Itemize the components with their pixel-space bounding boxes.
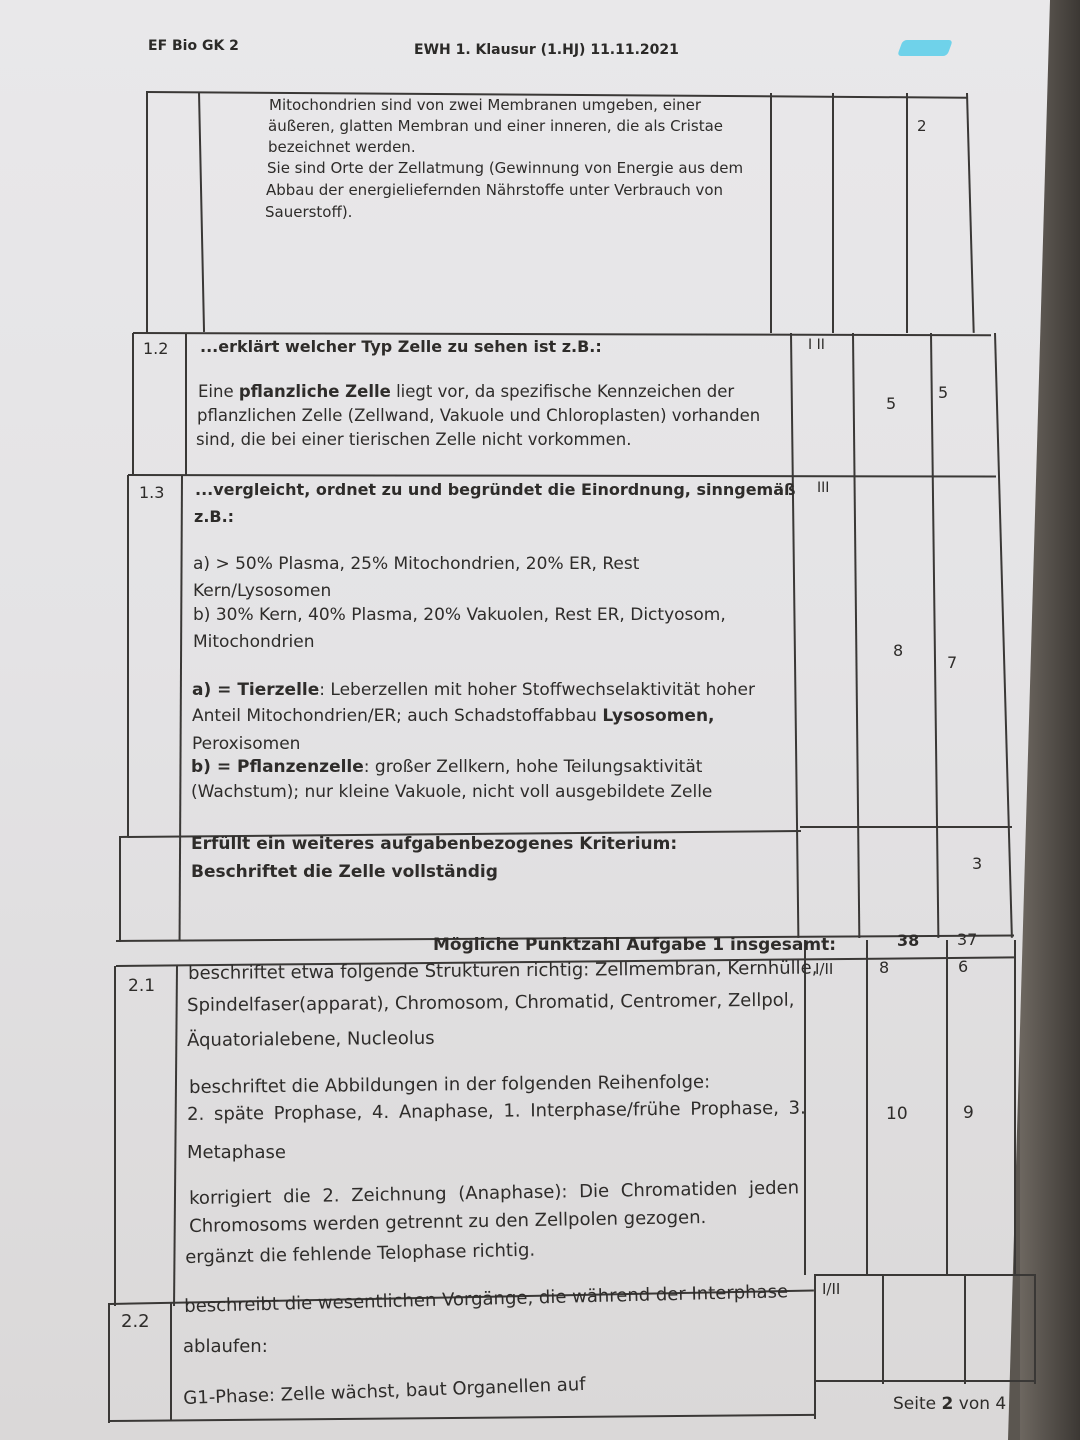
text-line: b) = Pflanzenzelle: großer Zellkern, hohe Teilungsaktivität bbox=[191, 757, 703, 777]
text-line: Äquatorialebene, Nucleolus bbox=[187, 1027, 435, 1051]
requirement-level: I/II bbox=[815, 960, 834, 978]
text-line: sind, die bei einer tierischen Zelle nicht vorkommen. bbox=[196, 430, 632, 449]
text-line: beschreibt die wesentlichen Vorgänge, die während der Interphase bbox=[184, 1281, 789, 1317]
text-line: b) 30% Kern, 40% Plasma, 20% Vakuolen, Rest ER, Dictyosom, bbox=[193, 605, 726, 625]
text-line: Mitochondrien sind von zwei Membranen umgeben, einer bbox=[269, 96, 702, 114]
text-line: ergänzt die fehlende Telophase richtig. bbox=[185, 1239, 536, 1268]
text-line: Abbau der energieliefernden Nährstoffe unter Verbrauch von bbox=[266, 181, 724, 199]
course-label: EF Bio GK 2 bbox=[148, 38, 239, 54]
text-line: beschriftet die Abbildungen in der folgenden Reihenfolge: bbox=[189, 1071, 711, 1098]
text-line: Sauerstoff). bbox=[265, 203, 353, 221]
text-line: Sie sind Orte der Zellatmung (Gewinnung von Energie aus dem bbox=[267, 159, 744, 177]
points-value: 8 bbox=[879, 958, 890, 977]
text-line: a) > 50% Plasma, 25% Mitochondrien, 20% ER, Rest bbox=[193, 554, 640, 574]
text-line: ablaufen: bbox=[183, 1336, 268, 1357]
text-line: Anteil Mitochondrien/ER; auch Schadstoffabbau Lysosomen, bbox=[192, 706, 715, 726]
points-value: 8 bbox=[893, 641, 904, 660]
text-line: Spindelfaser(apparat), Chromosom, Chromatid, Centromer, Zellpol, bbox=[187, 989, 795, 1016]
points-value: 5 bbox=[886, 394, 897, 413]
task-heading: z.B.: bbox=[194, 507, 235, 526]
total-label: Mögliche Punktzahl Aufgabe 1 insgesamt: bbox=[433, 935, 836, 955]
points-value: 2 bbox=[917, 117, 927, 135]
redaction-mark bbox=[897, 40, 953, 56]
points-value: 6 bbox=[958, 957, 969, 976]
requirement-level: III bbox=[817, 480, 830, 496]
task-number: 2.1 bbox=[128, 976, 156, 996]
page-number: Seite 2 von 4 bbox=[893, 1394, 1007, 1414]
exam-title: EWH 1. Klausur (1.HJ) 11.11.2021 bbox=[414, 42, 679, 58]
task-heading: ...erklärt welcher Typ Zelle zu sehen ist z.B.: bbox=[200, 337, 602, 356]
task-number: 2.2 bbox=[121, 1311, 150, 1332]
text-line: bezeichnet werden. bbox=[268, 138, 416, 156]
text-line: beschriftet etwa folgende Strukturen richtig: Zellmembran, Kernhülle, bbox=[188, 957, 818, 984]
task-heading: ...vergleicht, ordnet zu und begründet die Einordnung, sinngemäß bbox=[195, 480, 796, 499]
points-value: 5 bbox=[938, 383, 949, 402]
text-line: korrigiert die 2. Zeichnung (Anaphase): Die Chromatiden jeden bbox=[189, 1177, 800, 1209]
text-line: Eine pflanzliche Zelle liegt vor, da spezifische Kennzeichen der bbox=[198, 382, 735, 401]
points-value: 10 bbox=[886, 1104, 908, 1124]
points-value: 3 bbox=[972, 854, 983, 873]
text-line: Metaphase bbox=[187, 1142, 287, 1163]
points-value: 7 bbox=[947, 653, 958, 672]
text-line: pflanzlichen Zelle (Zellwand, Vakuole und Chloroplasten) vorhanden bbox=[197, 406, 761, 425]
text-line: Chromosoms werden getrennt zu den Zellpolen gezogen. bbox=[189, 1206, 707, 1237]
total-achieved: 37 bbox=[957, 930, 978, 949]
text-line: Mitochondrien bbox=[193, 632, 315, 652]
text-line: äußeren, glatten Membran und einer inneren, die als Cristae bbox=[268, 117, 724, 135]
text-line: 2. späte Prophase, 4. Anaphase, 1. Interphase/frühe Prophase, 3. bbox=[187, 1097, 806, 1125]
points-value: 9 bbox=[963, 1103, 974, 1123]
requirement-level: I/II bbox=[822, 1280, 841, 1298]
task-number: 1.3 bbox=[139, 483, 165, 502]
text-line: Beschriftet die Zelle vollständig bbox=[191, 862, 498, 882]
text-line: Peroxisomen bbox=[192, 734, 301, 754]
text-line: Erfüllt ein weiteres aufgabenbezogenes Kriterium: bbox=[191, 834, 678, 854]
text-line: G1-Phase: Zelle wächst, baut Organellen auf bbox=[183, 1373, 586, 1409]
text-line: a) = Tierzelle: Leberzellen mit hoher Stoffwechselaktivität hoher bbox=[192, 680, 755, 700]
text-line: (Wachstum); nur kleine Vakuole, nicht voll ausgebildete Zelle bbox=[191, 782, 713, 802]
task-number: 1.2 bbox=[143, 339, 169, 358]
requirement-level: I II bbox=[808, 337, 825, 353]
total-max: 38 bbox=[897, 931, 920, 950]
text-line: Kern/Lysosomen bbox=[193, 581, 332, 601]
